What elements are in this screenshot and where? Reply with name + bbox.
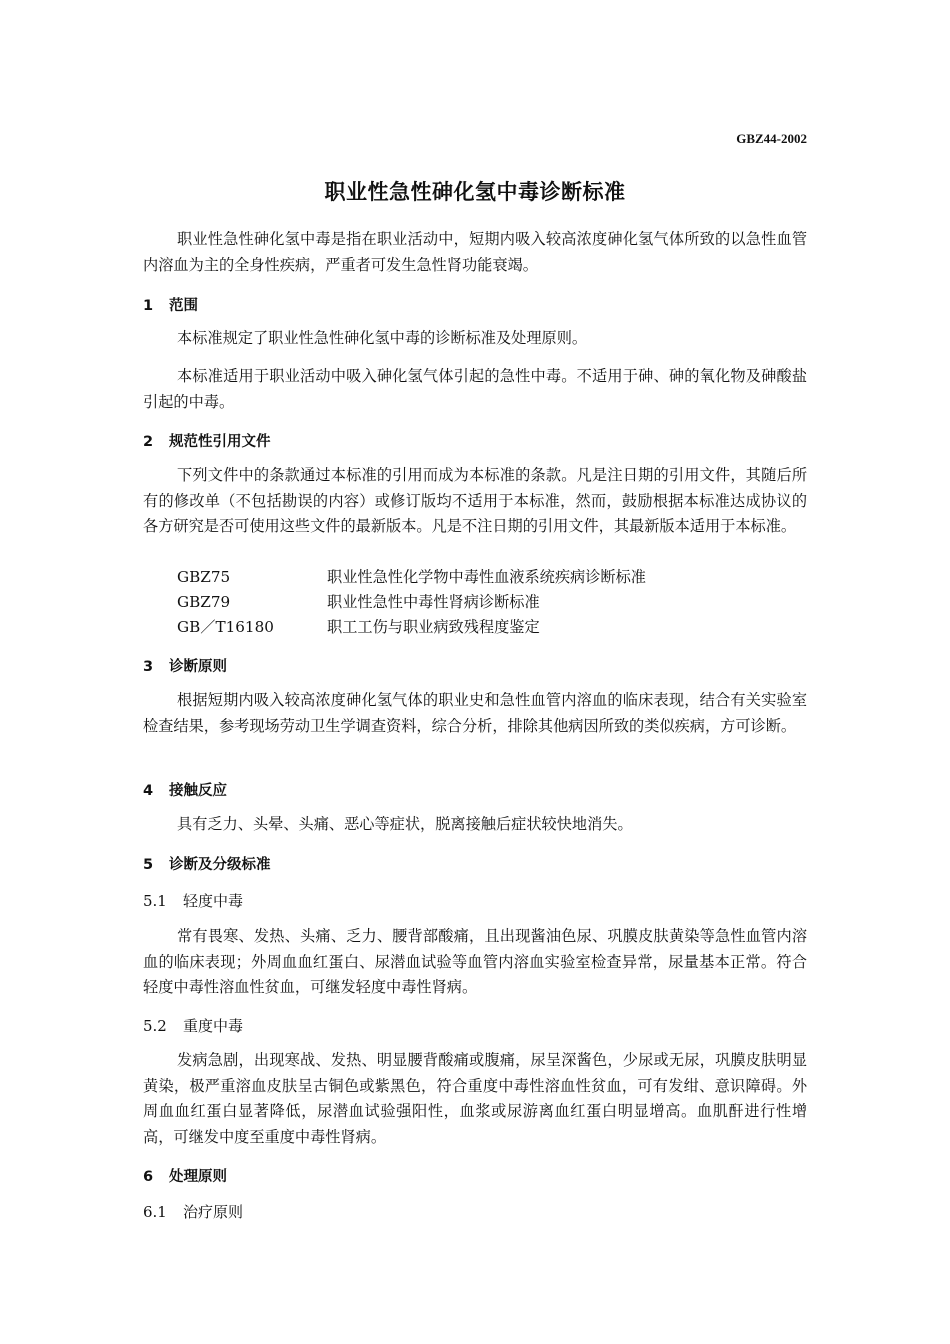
- section-title: 规范性引用文件: [169, 434, 271, 450]
- section-title: 诊断原则: [169, 659, 227, 675]
- section-title: 接触反应: [169, 783, 227, 799]
- section-title: 范围: [169, 298, 198, 314]
- section-title: 处理原则: [169, 1169, 227, 1185]
- section-5-heading: [143, 853, 271, 874]
- subsection-5-1-paragraph: 常有畏寒、发热、头痛、乏力、腰背部酸痛，且出现酱油色尿、巩膜皮肤黄染等急性血管内溶血的临床表现；外周血血红蛋白、尿潜血试验等血管内溶血实验室检查异常，尿量基本正常。符合轻度中毒性溶血性贫血，可继发轻度中毒性肾病。: [143, 927, 807, 996]
- section-number: 1: [143, 298, 154, 314]
- reference-code: GBZ79: [177, 593, 231, 611]
- subsection-5-2-paragraph: 发病急剧，出现寒战、发热、明显腰背酸痛或腹痛，尿呈深酱色，少尿或无尿，巩膜皮肤明显黄染，极严重溶血皮肤呈古铜色或紫黑色，符合重度中毒性溶血性贫血，可有发绀、意识障碍。外周血血红蛋白显著降低，尿潜血试验强阳性，血浆或尿游离血红蛋白明显增高。血肌酐进行性增高，可继发中度至重度中毒性肾病。: [143, 1051, 807, 1146]
- intro-paragraph: 职业性急性砷化氢中毒是指在职业活动中，短期内吸入较高浓度砷化氢气体所致的以急性血管内溶血为主的全身性疾病，严重者可发生急性肾功能衰竭。: [143, 230, 807, 274]
- subsection-title: 治疗原则: [183, 1203, 244, 1221]
- reference-code: GB／T16180: [177, 618, 274, 636]
- section-number: 5: [143, 857, 154, 873]
- subsection-number: 6.1: [143, 1203, 167, 1221]
- reference-row: [177, 591, 540, 612]
- section-4-paragraph-1: 具有乏力、头晕、头痛、恶心等症状，脱离接触后症状较快地消失。: [177, 815, 633, 833]
- subsection-5-1-heading: [143, 890, 243, 911]
- section-number: 6: [143, 1169, 154, 1185]
- section-1-paragraph-2: 本标准适用于职业活动中吸入砷化氢气体引起的急性中毒。不适用于砷、砷的氧化物及砷酸盐引起的中毒。: [143, 367, 807, 411]
- subsection-title: 轻度中毒: [183, 892, 244, 910]
- reference-row: [177, 566, 646, 587]
- subsection-number: 5.1: [143, 892, 167, 910]
- reference-title: 职业性急性中毒性肾病诊断标准: [327, 593, 540, 611]
- section-title: 诊断及分级标准: [169, 857, 271, 873]
- section-3-paragraph-1: 根据短期内吸入较高浓度砷化氢气体的职业史和急性血管内溶血的临床表现，结合有关实验室检查结果，参考现场劳动卫生学调查资料，综合分析，排除其他病因所致的类似疾病，方可诊断。: [143, 691, 807, 735]
- page-title: 职业性急性砷化氢中毒诊断标准: [324, 180, 626, 204]
- section-number: 2: [143, 434, 154, 450]
- section-4-heading: [143, 779, 227, 800]
- subsection-number: 5.2: [143, 1017, 167, 1035]
- reference-code: GBZ75: [177, 568, 231, 586]
- reference-title: 职业性急性化学物中毒性血液系统疾病诊断标准: [327, 568, 646, 586]
- subsection-5-2-heading: [143, 1015, 243, 1036]
- section-number: 3: [143, 659, 154, 675]
- section-1-heading: [143, 294, 198, 315]
- section-number: 4: [143, 783, 154, 799]
- reference-title: 职工工伤与职业病致残程度鉴定: [327, 618, 540, 636]
- section-3-heading: [143, 655, 227, 676]
- section-1-paragraph-1: 本标准规定了职业性急性砷化氢中毒的诊断标准及处理原则。: [177, 329, 588, 347]
- reference-row: [177, 616, 540, 637]
- section-2-paragraph-1: 下列文件中的条款通过本标准的引用而成为本标准的条款。凡是注日期的引用文件，其随后所有的修改单（不包括勘误的内容）或修订版均不适用于本标准，然而，鼓励根据本标准达成协议的各方研究是否可使用这些文件的最新版本。凡是不注日期的引用文件，其最新版本适用于本标准。: [143, 466, 807, 535]
- subsection-6-1-heading: [143, 1201, 243, 1222]
- subsection-title: 重度中毒: [183, 1017, 244, 1035]
- section-2-heading: [143, 430, 271, 451]
- standard-code: GBZ44-2002: [736, 131, 807, 146]
- section-6-heading: [143, 1165, 227, 1186]
